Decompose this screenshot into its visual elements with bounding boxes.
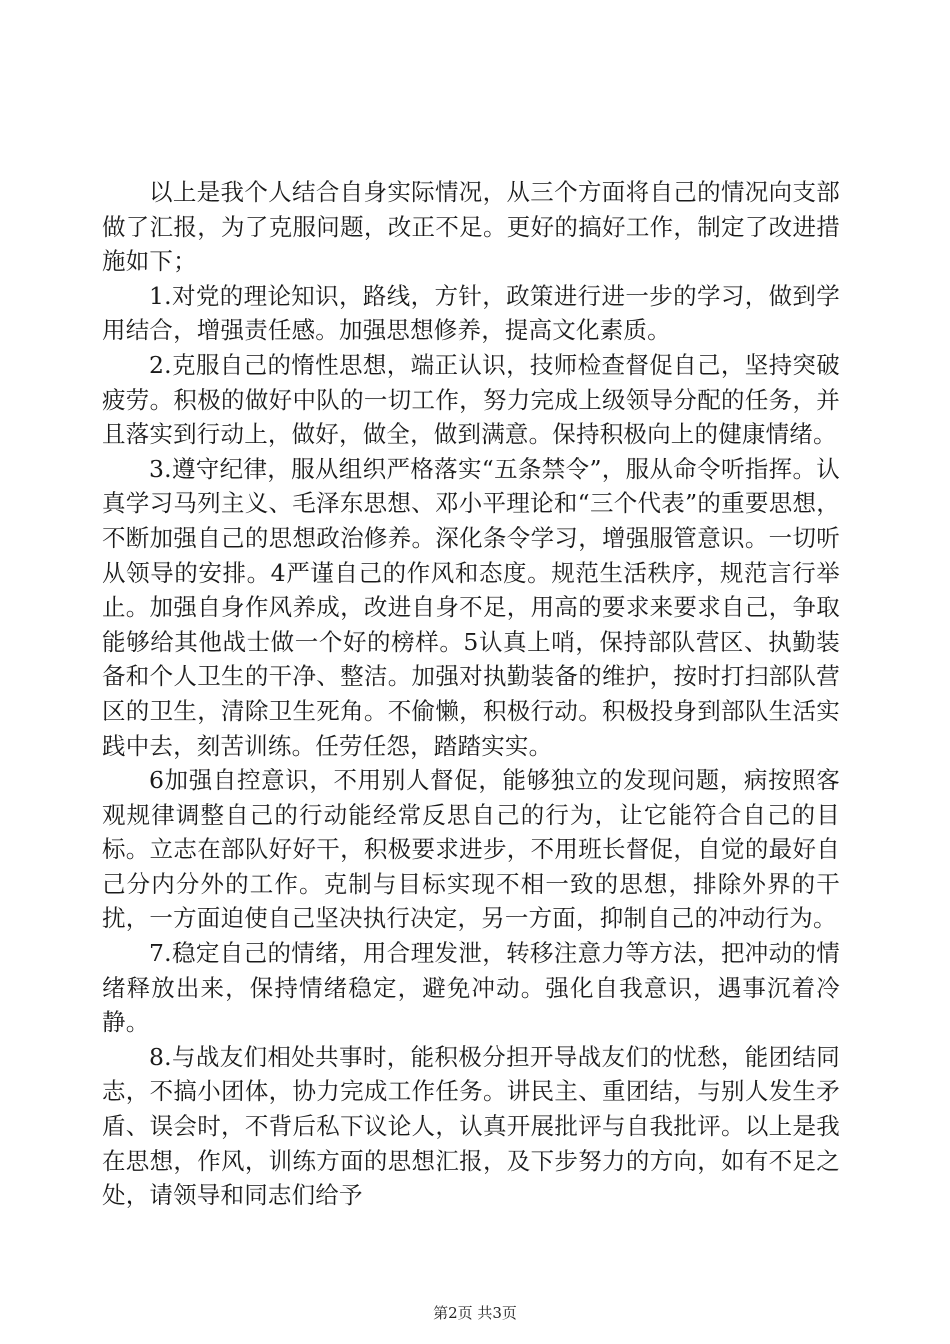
paragraph-item-6: 6加强自控意识，不用别人督促，能够独立的发现问题，病按照客观规律调整自己的行动能经常反思自己的行为，让它能符合自己的目标。立志在部队好好干，积极要求进步，不用班长督促，自觉的最好自己分内分外的工作。克制与目标实现不相一致的思想，排除外界的干扰，一方面迫使自己坚决执行决定，另一方面，抑制自己的冲动行为。 (102, 766, 840, 933)
paragraph-intro: 以上是我个人结合自身实际情况，从三个方面将自己的情况向支部做了汇报，为了克服问题，改正不足。更好的搞好工作，制定了改进措施如下； (102, 178, 840, 276)
paragraph-item-3: 3.遵守纪律，服从组织严格落实“五条禁令”，服从命令听指挥。认真学习马列主义、毛泽东思想、邓小平理论和“三个代表”的重要思想，不断加强自己的思想政治修养。深化条令学习，增强服管意识。一切听从领导的安排。4严谨自己的作风和态度。规范生活秩序，规范言行举止。加强自身作风养成，改进自身不足，用高的要求来要求自己，争取能够给其他战士做一个好的榜样。5认真上哨，保持部队营区、执勤装备和个人卫生的干净、整洁。加强对执勤装备的维护，按时打扫部队营区的卫生，清除卫生死角。不偷懒，积极行动。积极投身到部队生活实践中去，刻苦训练。任劳任怨，踏踏实实。 (102, 454, 840, 760)
paragraph-item-7: 7.稳定自己的情绪，用合理发泄，转移注意力等方法，把冲动的情绪释放出来，保持情绪稳定，避免冲动。强化自我意识，遇事沉着冷静。 (102, 939, 840, 1037)
paragraph-item-2: 2.克服自己的惰性思想，端正认识，技师检查督促自己，坚持突破疲劳。积极的做好中队的一切工作，努力完成上级领导分配的任务，并且落实到行动上，做好，做全，做到满意。保持积极向上的健康情绪。 (102, 350, 840, 449)
paragraph-item-8: 8.与战友们相处共事时，能积极分担开导战友们的忧愁，能团结同志，不搞小团体，协力完成工作任务。讲民主、重团结，与别人发生矛盾、误会时，不背后私下议论人，认真开展批评与自我批评。以上是我在思想，作风，训练方面的思想汇报，及下步努力的方向，如有不足之处，请领导和同志们给予 (102, 1042, 840, 1210)
document-body (102, 175, 840, 1213)
page-number-footer: 第2页 共3页 (433, 1304, 517, 1322)
paragraph-item-1: 1.对党的理论知识，路线，方针，政策进行进一步的学习，做到学用结合，增强责任感。加强思想修养，提高文化素质。 (102, 281, 840, 345)
